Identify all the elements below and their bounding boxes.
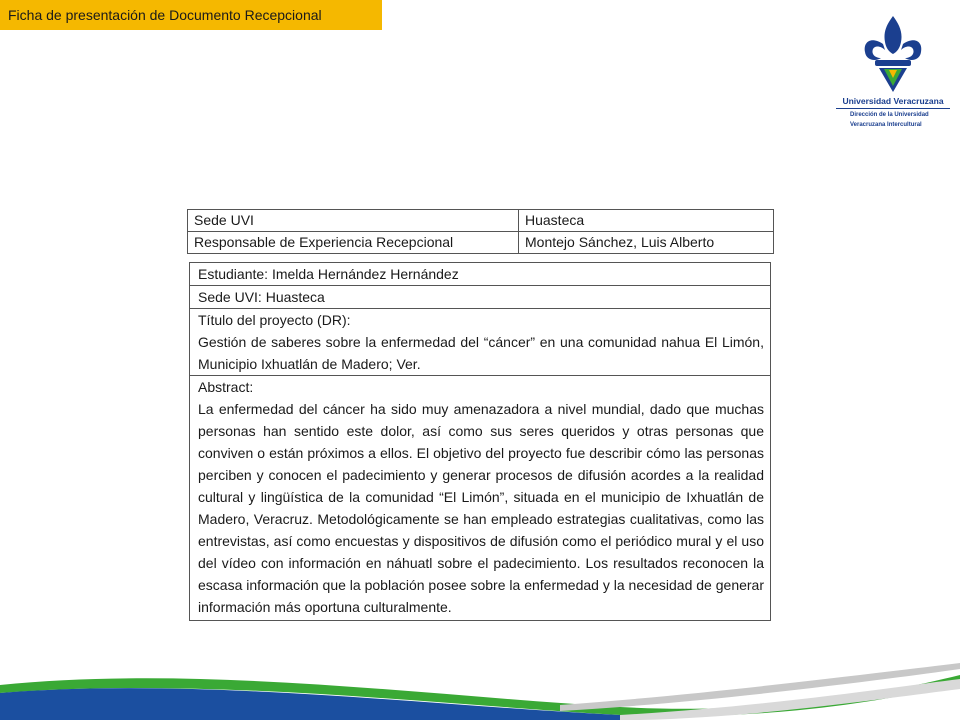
project-title-cell xyxy=(190,309,771,376)
table-row xyxy=(188,210,774,232)
header-title: Ficha de presentación de Documento Recepcional xyxy=(0,0,382,30)
fleur-de-lis-icon xyxy=(861,14,925,94)
responsable-label: Responsable de Experiencia Recepcional xyxy=(188,232,519,254)
table-row xyxy=(190,376,771,621)
responsable-value: Montejo Sánchez, Luis Alberto xyxy=(519,232,774,254)
sede-cell: Sede UVI: Huasteca xyxy=(190,286,771,309)
abstract-text: La enfermedad del cáncer ha sido muy amenazadora a nivel mundial, dado que muchas personas han sentido este dolor, así como sus seres queridos y otras personas que conviven o están próximos a ellos. El objetivo del proyecto fue describir cómo las personas perciben y conocen el padecimiento y generar procesos de difusión acordes a la realidad cultural y lingüística de la comunidad “El Limón”, situada en el municipio de Ixhuatlán de Madero, Veracruz. Metodológicamente se han empleado estrategias cualitativas, como las entrevistas, así como encuestas y dispositivos de difusión como el periódico mural y el uso del vídeo con información en náhuatl sobre el padecimiento. Los resultados reconocen la escasa información que la población posee sobre la enfermedad y la necesidad de generar información más oportuna culturalmente. xyxy=(198,401,764,615)
project-title-text: Gestión de saberes sobre la enfermedad del “cáncer” en una comunidad nahua El Limón, Municipio Ixhuatlán de Madero; Ver. xyxy=(198,334,764,372)
detail-table xyxy=(189,262,771,621)
abstract-label: Abstract: xyxy=(198,379,254,395)
abstract-cell xyxy=(190,376,771,621)
table-row xyxy=(188,232,774,254)
table-row xyxy=(190,309,771,376)
table-row xyxy=(190,286,771,309)
footer-decoration xyxy=(0,655,960,720)
sede-value: Huasteca xyxy=(519,210,774,232)
info-table xyxy=(187,209,774,254)
table-row xyxy=(190,263,771,286)
university-name: Universidad Veracruzana xyxy=(836,96,950,109)
university-sub2: Veracruzana Intercultural xyxy=(850,122,922,128)
project-title-label: Título del proyecto (DR): xyxy=(198,312,351,328)
student-cell: Estudiante: Imelda Hernández Hernández xyxy=(190,263,771,286)
sede-label: Sede UVI xyxy=(188,210,519,232)
university-logo xyxy=(836,14,950,134)
university-sub1: Dirección de la Universidad xyxy=(850,112,929,118)
